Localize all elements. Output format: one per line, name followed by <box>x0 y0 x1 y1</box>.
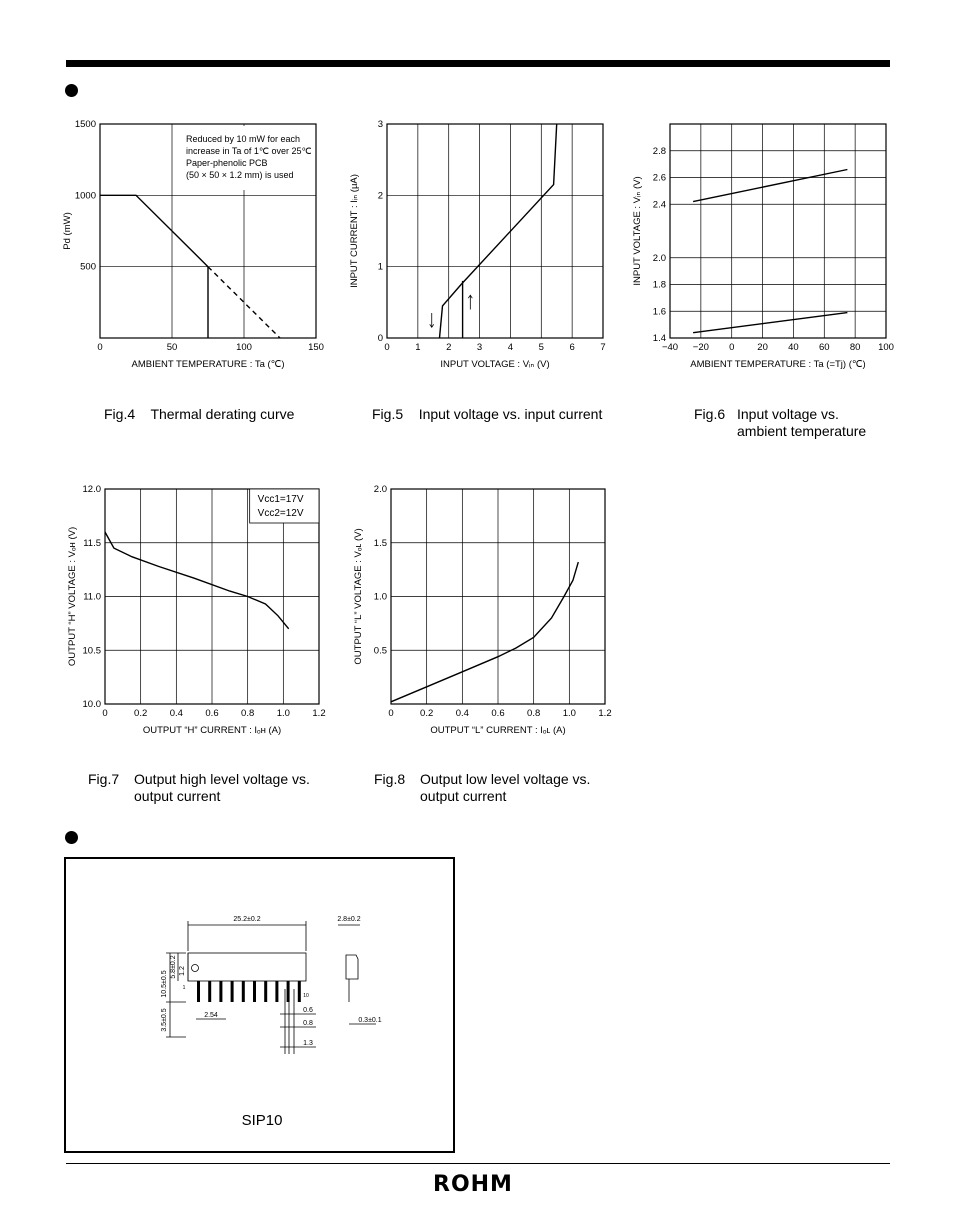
y-tick-label: 1.4 <box>652 333 666 344</box>
dim-pin-thickness: 0.3±0.1 <box>358 1017 382 1024</box>
x-tick-label: 0 <box>388 708 394 719</box>
series-line-1 <box>100 195 208 266</box>
y-axis-label: Pd (mW) <box>62 212 73 250</box>
x-tick-label: 0.2 <box>420 708 434 719</box>
dim-offset: 1.2 <box>179 966 186 976</box>
footer-rule <box>66 1163 890 1164</box>
y-tick-label: 10.0 <box>82 699 101 710</box>
x-tick-label: 100 <box>878 342 894 353</box>
package-pin <box>275 981 278 1002</box>
x-tick-label: 50 <box>166 342 178 353</box>
series-line-1 <box>105 532 289 629</box>
x-axis-label: AMBIENT TEMPERATURE : Ta (=Tj) (℃) <box>690 359 866 370</box>
caption-fig5-text: Input voltage vs. input current <box>418 406 603 422</box>
dim-body-height: 5.8±0.2 <box>170 955 177 979</box>
package-outline-box <box>64 857 455 1153</box>
annotation-line: increase in Ta of 1℃ over 25℃ <box>186 146 312 156</box>
y-tick-label: 2.6 <box>652 172 666 184</box>
y-tick-label: 3 <box>377 119 383 130</box>
grid <box>387 124 603 338</box>
caption-fig6 <box>694 406 725 423</box>
y-axis-label: OUTPUT “L” VOLTAGE : Vₒʟ (V) <box>353 528 364 665</box>
y-tick-label: 2.0 <box>652 252 666 264</box>
chart-fig4 <box>58 112 328 377</box>
caption-fig5-num: Fig.5 <box>372 406 404 422</box>
chart-fig7 <box>58 478 328 743</box>
y-tick-label: 10.5 <box>82 645 101 657</box>
x-tick-label: 0.6 <box>491 708 505 719</box>
dim-height-total: 10.5±0.5 <box>161 970 168 998</box>
caption-fig8-text: Output low level voltage vs. output current <box>420 771 591 804</box>
y-axis-label: OUTPUT “H” VOLTAGE : Vₒʜ (V) <box>67 526 78 667</box>
x-tick-label: 0.8 <box>241 708 255 719</box>
y-tick-label: 2 <box>377 190 383 202</box>
y-tick-label: 0 <box>377 333 383 344</box>
caption-fig6-text: Input voltage vs. ambient temperature <box>737 406 867 439</box>
x-tick-label: 0 <box>384 342 390 353</box>
dim-pitch: 2.54 <box>204 1012 218 1019</box>
x-tick-label: 0 <box>102 708 108 719</box>
annotation-line: (50 × 50 × 1.2 mm) is used <box>186 170 294 180</box>
x-tick-label: 6 <box>569 342 575 353</box>
plot-frame <box>387 124 603 338</box>
x-tick-label: 0.8 <box>527 708 541 719</box>
series-line-1 <box>391 562 578 702</box>
caption-fig4-text: Thermal derating curve <box>150 406 295 422</box>
y-tick-label: 0.5 <box>373 645 387 657</box>
section-bullet-characteristics <box>65 84 78 97</box>
y-tick-label: 11.5 <box>83 537 101 549</box>
x-tick-label: 1 <box>415 342 421 353</box>
package-pin <box>264 981 267 1002</box>
x-tick-label: 1.0 <box>276 708 290 719</box>
chart-fig6 <box>628 112 898 377</box>
grid <box>391 489 605 704</box>
x-tick-label: 4 <box>507 342 514 353</box>
x-tick-label: −20 <box>692 342 709 353</box>
x-tick-label: 0 <box>729 342 735 353</box>
y-tick-label: 1.8 <box>652 279 666 291</box>
y-tick-label: 12.0 <box>82 484 101 495</box>
x-tick-label: 100 <box>236 342 252 353</box>
legend-entry: Vcc2=12V <box>257 508 304 519</box>
package-body <box>188 953 306 981</box>
x-axis-label: INPUT VOLTAGE : Vᵢₙ (V) <box>440 359 550 370</box>
y-tick-label: 2.4 <box>652 199 666 211</box>
x-tick-label: 40 <box>788 342 799 353</box>
legend-entry: Vcc1=17V <box>257 494 304 505</box>
rohm-logo: ROHM <box>433 1172 513 1197</box>
annotation-line: Reduced by 10 mW for each <box>186 134 301 144</box>
y-tick-label: 1500 <box>74 119 96 130</box>
package-pin <box>208 981 211 1002</box>
x-axis-label: OUTPUT “H” CURRENT : Iₒʜ (A) <box>142 725 282 736</box>
down-arrow-icon <box>430 313 434 327</box>
package-pin <box>298 981 301 1002</box>
y-tick-label: 2.8 <box>652 145 666 157</box>
x-tick-label: 0.4 <box>169 708 183 719</box>
x-tick-label: 3 <box>476 342 483 353</box>
caption-fig8-num: Fig.8 <box>374 771 406 787</box>
x-tick-label: 20 <box>757 342 768 353</box>
package-pin <box>287 981 290 1002</box>
chart-fig5 <box>346 112 616 377</box>
dim-pin-length: 3.5±0.5 <box>161 1008 168 1032</box>
y-tick-label: 1.6 <box>652 306 666 318</box>
package-drawing <box>66 859 453 1151</box>
y-tick-label: 1000 <box>74 190 96 202</box>
y-axis-label: INPUT VOLTAGE : Vᵢₙ (V) <box>632 176 643 286</box>
series-line-1 <box>440 124 557 338</box>
package-pin <box>197 981 200 1002</box>
x-tick-label: −40 <box>661 342 679 353</box>
y-tick-label: 1.5 <box>373 537 387 549</box>
pin1-marker-icon <box>192 965 199 972</box>
x-tick-label: 0.2 <box>134 708 148 719</box>
package-pin <box>253 981 256 1002</box>
plot-frame <box>670 124 886 338</box>
annotation-line: Paper-phenolic PCB <box>186 158 268 168</box>
up-arrow-icon <box>468 295 472 309</box>
x-tick-label: 0.6 <box>205 708 219 719</box>
x-tick-label: 0 <box>97 342 103 353</box>
y-tick-label: 11.0 <box>83 591 101 603</box>
caption-fig7-num: Fig.7 <box>88 771 120 787</box>
y-tick-label: 500 <box>80 261 96 273</box>
x-tick-label: 150 <box>308 342 324 353</box>
y-tick-label: 1 <box>377 261 383 273</box>
dim-pin-w1: 0.6 <box>303 1007 313 1014</box>
x-tick-label: 1.0 <box>562 708 576 719</box>
x-axis-label: OUTPUT “L” CURRENT : Iₒʟ (A) <box>430 725 566 736</box>
grid <box>670 124 886 338</box>
package-pin <box>231 981 234 1002</box>
caption-fig5 <box>372 406 602 423</box>
package-pin <box>219 981 222 1002</box>
package-pin <box>242 981 245 1002</box>
y-tick-label: 1.0 <box>373 591 387 603</box>
caption-fig4 <box>104 406 294 423</box>
header-rule <box>66 60 890 67</box>
caption-fig6-num: Fig.6 <box>694 406 726 422</box>
x-tick-label: 60 <box>818 342 830 353</box>
dim-pin-w2: 0.8 <box>303 1020 313 1027</box>
caption-fig4-num: Fig.4 <box>104 406 136 422</box>
x-tick-label: 0.4 <box>455 708 469 719</box>
x-tick-label: 80 <box>849 342 861 353</box>
x-axis-label: AMBIENT TEMPERATURE : Ta (℃) <box>131 359 285 370</box>
x-tick-label: 1.2 <box>598 708 612 719</box>
pin-last-label: 10 <box>303 993 309 999</box>
pin-first-label: 1 <box>182 985 186 991</box>
dim-thickness: 2.8±0.2 <box>337 916 361 923</box>
package-name: SIP10 <box>241 1112 283 1129</box>
y-tick-label: 2.0 <box>373 484 387 495</box>
x-tick-label: 1.2 <box>312 708 326 719</box>
chart-fig8 <box>346 478 616 743</box>
x-tick-label: 7 <box>600 342 606 353</box>
caption-fig7-text: Output high level voltage vs. output current <box>134 771 310 804</box>
dim-pin-w3: 1.3 <box>303 1040 313 1047</box>
dim-length: 25.2±0.2 <box>233 916 261 923</box>
x-tick-label: 2 <box>446 342 452 353</box>
section-bullet-package <box>65 831 78 844</box>
x-tick-label: 5 <box>538 342 544 353</box>
y-axis-label: INPUT CURRENT : Iᵢₙ (μA) <box>349 174 360 288</box>
